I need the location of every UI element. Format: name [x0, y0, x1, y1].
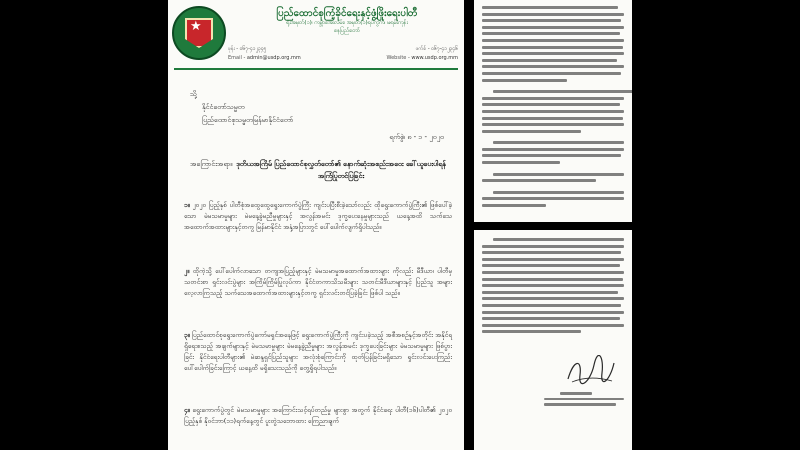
- paragraph-number: ၄။: [184, 406, 190, 414]
- letterhead-divider: [174, 68, 458, 70]
- paragraph-number: ၂။: [184, 267, 190, 275]
- party-logo-icon: ★: [172, 6, 226, 60]
- paragraph-1: [184, 200, 452, 233]
- paragraph-text: ထိုကဲ့သို့ ပေါ်ပေါက်လာသော တကျအပြည့်များနှင့် မဲမသမာမှုအထောက်အထားများ ကိုလည်း မီဒီယာ၊ ပါတီမှ သတင်းစာ ရှင်းလင်းပွဲများ အကြိမ်ကြိမ်ပြုလုပ်ကာ နိုင်ငံတကာသိသမီးများ သတင်းမီဒီယာများနှင့် ပြည်သူ အများလေ့လာကြသည့် သက်သေအထောက်အထားများနှင့်တကွ ရှင်းလင်းတင်ပြခဲ့ခြင်း ဖြစ်ပါ သည်။: [184, 267, 452, 297]
- paragraph-text: ၂၀၂၀ ပြည့်နှစ် ပါတီစုံအထွေထွေရွေးကောက်ပွဲကြီး ကျင်းပပြီးစီးခဲ့သော်လည်း ထိုရွေးကောက်ပွဲကြီး၏ ဖြစ်ပေါ်ခဲ့သော မဲမသမာမှုများ မဲမနေ့ခွဲမညီမှုများနှင့် အလွန်အမင်း ဒုက္ခပေးနေမှုများသည် ယနေ့အထိ သက်သေအထောက်အထားများနှင့်တကွ မြန်မာနိုင်ငံ အနှံ့အပြားတွင် ပေါ်ပေါက်လျက်ရှိပါသည်။: [184, 201, 452, 231]
- paragraph-2: [184, 266, 452, 299]
- recipient-to: သို့: [190, 90, 197, 98]
- contact-row-web: Email - admin@usdp.org.mm Website - www.usdp.org.mm: [228, 55, 458, 61]
- paragraph-number: ၁။: [184, 201, 190, 209]
- recipient-block: [190, 88, 293, 127]
- address-line-1: ရုံးအမှတ်(၁)၊ ကမ္ဘာအေးလမ်း၊ အမှတ်(၁)ရပ်ကွက်၊ မရမ်းကုန်း: [286, 20, 408, 26]
- signatory-block: [544, 392, 624, 409]
- paragraph-text: ရွေးကောက်ပွဲတွင် မဲမသမာမှုများ အကြောင်းသင့်ရပ်တည်မှု များစွာ အတွက် နိုင်ငံရေး ပါတီ(၁၆)ပါတီ၏ ၂၀၂၀ ပြည့်နှစ် နိုဝင်ဘာ(၁၁)ရက်နေ့တွင် ပူးတွဲသဘောထား ကြေညာချက်: [184, 406, 452, 425]
- email-value: admin@usdp.org.mm: [246, 55, 301, 61]
- handwritten-signature: [564, 355, 616, 387]
- organization-name: ပြည်ထောင်စုကြံ့ခိုင်ရေးနှင့်ဖွံ့ဖြိုးရေးပါတီ: [276, 8, 418, 19]
- paragraph-number: ၃။: [184, 331, 190, 339]
- paragraph-3: [184, 330, 452, 374]
- organization-address: [242, 19, 452, 35]
- recipient-title: နိုင်ငံတော်သမ္မတ: [202, 103, 245, 111]
- phone-label: ဖုန်း: [228, 46, 235, 52]
- email-label: Email: [228, 55, 242, 61]
- recipient-office: ပြည်ထောင်စုသမ္မတမြန်မာနိုင်ငံတော်: [202, 116, 294, 124]
- phone-value: ၀၆၇-၄၁၂၃၄၅: [239, 46, 267, 52]
- fax-label: ဖက်စ်: [415, 46, 427, 52]
- website-value: www.usdp.org.mm: [411, 55, 458, 61]
- paragraph-text: ပြည်ထောင်စုရွေးကောက်ပွဲကော်မရှင်အနေဖြင့် ရွေးကောက်ပွဲကြီးကို ကျင်းပခဲ့သည့် အစီအစဉ်နှင့်အတိုင်း အနိုင်ရရှိရေးစသည့် အချက်များနှင့် မဲမသမာမှုများ မဲမနေ့ခွဲညီမှုများ အလွန်အမင်း ဒုက္ခပေးခြင်းများ မဲမသမာမှုများ ဖြစ်ပွားခြင်း နိုင်ငံရေးပါတီများ၏ မဲဆန္ဒရှင်ပြည်သူများ အလုံးစုံကြောင်းကို ထုတ်ပြန်ခြင်းမရှိသော ရှင်းလင်းပေးကြည်းပေါ်ပေါက်ခြင်းကြောင့် ယနေ့ထိ မရှိသေးသည်ကို တွေ့ရှိရပါသည်။: [184, 331, 452, 372]
- letterhead: [168, 0, 464, 72]
- letter-page-2: [474, 0, 632, 222]
- letter-date: ရက်စွဲ၊ ၈ - ၁ - ၂၀၂၀: [389, 133, 444, 141]
- website-label: Website: [386, 55, 407, 61]
- subject-block: [190, 158, 452, 182]
- page-3-text-block: [482, 238, 624, 337]
- letter-page-3: [474, 230, 632, 450]
- fax-value: ၀၆၇-၄၁၂၃၄၆: [431, 46, 458, 52]
- subject-label: အကြောင်းအရာ။: [190, 160, 233, 168]
- subject-text: ဒုတိယအကြိမ် ပြည်ထောင်စုလွှတ်တော်၏ နောက်ဆုံးအစည်းအဝေး ခေါ်ယူပေးပါရန် အကြံပြုတင်ပြခြင်း: [236, 160, 446, 180]
- paragraph-4: [184, 405, 452, 427]
- contact-row-phone: ဖုန်း - ၀၆၇-၄၁၂၃၄၅ ဖက်စ် - ၀၆၇-၄၁၂၃၄၆: [228, 46, 458, 52]
- address-line-2: နေပြည်တော်: [334, 28, 360, 34]
- page-2-text-block: [482, 6, 624, 211]
- letter-page-1: [168, 0, 464, 450]
